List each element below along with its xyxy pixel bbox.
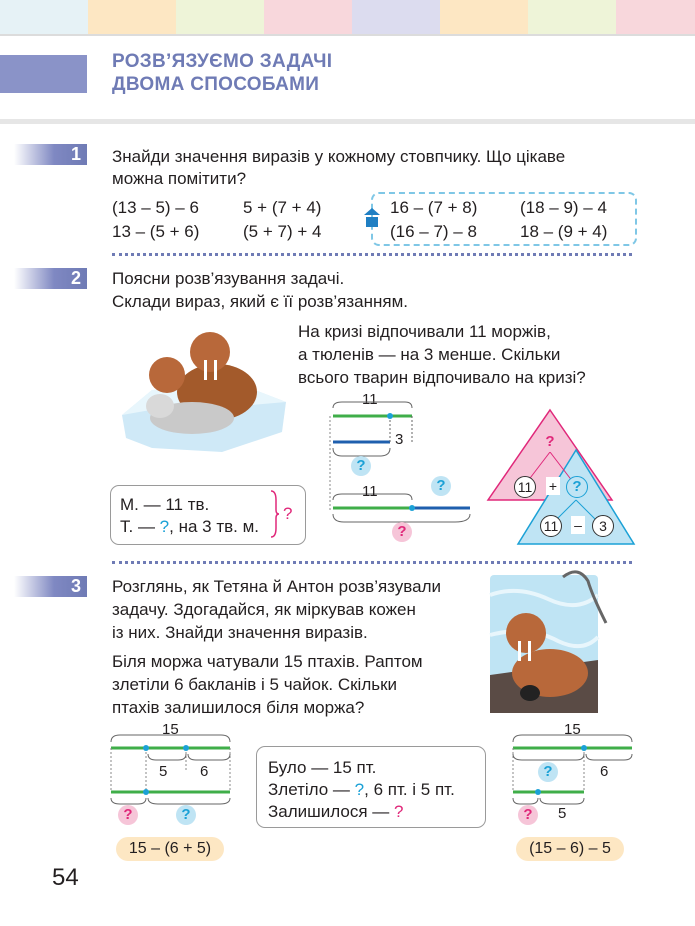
stripe (528, 0, 616, 34)
note-line: Було — 15 пт. (268, 758, 377, 777)
question-mark: ? (159, 517, 170, 536)
page-title (112, 50, 332, 96)
stripe (264, 0, 352, 34)
stripe (352, 0, 440, 34)
question-circle: ? (351, 456, 371, 476)
note-text: , 6 пт. і 5 пт. (364, 780, 455, 799)
expression: (16 – 7) – 8 (390, 222, 477, 241)
segment-diagram (510, 732, 640, 812)
task-number-tab (14, 268, 87, 289)
note-text: Злетіло — (268, 780, 355, 799)
header-divider (0, 34, 695, 36)
problem-text: всього тварин відпочивало на кризі? (298, 368, 586, 387)
task-number: 2 (70, 268, 81, 288)
note-text: , на 3 тв. м. (169, 517, 260, 536)
question-circle: ? (540, 432, 560, 452)
expression: (18 – 9) – 4 (520, 198, 607, 217)
stripe (88, 0, 176, 34)
title-separator (0, 119, 695, 124)
segment-diagram (108, 732, 238, 802)
operator-minus: – (571, 516, 585, 534)
note-line (268, 778, 455, 801)
page-number: 54 (52, 864, 79, 891)
segment-label: 15 (162, 721, 179, 738)
question-mark: ? (394, 802, 404, 821)
note-text: Залишилося — (268, 802, 394, 821)
question-circle: ? (176, 805, 196, 825)
brace (270, 490, 280, 538)
expression: 16 – (7 + 8) (390, 198, 478, 217)
walrus-birds-illustration (488, 565, 610, 715)
task2-text: Склади вираз, який є її розв’язанням. (112, 292, 408, 311)
task-number-tab (14, 576, 87, 597)
segment-label: 6 (600, 763, 609, 780)
task1-text: можна помітити? (112, 169, 247, 188)
expression: (13 – 5) – 6 (112, 198, 199, 217)
note-text: Т. — (120, 517, 160, 536)
section-divider (112, 561, 632, 564)
problem-text: птахів залишилося біля моржа? (112, 698, 365, 717)
expression-pill: 15 – (6 + 5) (116, 837, 224, 861)
expression: 13 – (5 + 6) (112, 222, 200, 241)
stripe (616, 0, 695, 34)
question-circle: ? (392, 522, 412, 542)
title-line: РОЗВ’ЯЗУЄМО ЗАДАЧІ (112, 51, 333, 72)
expression-pill: (15 – 6) – 5 (516, 837, 624, 861)
segment-label: 5 (159, 763, 168, 780)
segment-label: 15 (564, 721, 581, 738)
segment-label: 11 (362, 391, 378, 408)
task-number: 1 (70, 144, 81, 164)
number-circle: 11 (540, 515, 562, 537)
task3-text: із них. Знайди значення виразів. (112, 623, 368, 642)
problem-text: На кризі відпочивали 11 моржів, (298, 322, 551, 341)
task-number-tab (14, 144, 87, 165)
task-number: 3 (70, 576, 81, 596)
expression: 18 – (9 + 4) (520, 222, 608, 241)
number-circle: 11 (514, 476, 536, 498)
segment-label: 6 (200, 763, 209, 780)
segment-label: 5 (558, 805, 567, 822)
question-circle: ? (566, 476, 588, 498)
note-line: М. — 11 тв. (120, 495, 210, 514)
stripe (0, 0, 88, 34)
question-circle: ? (118, 805, 138, 825)
segment-label: 11 (362, 483, 378, 500)
walrus-seal-illustration (122, 320, 288, 455)
task3-text: Розглянь, як Тетяна й Антон розв’язували (112, 577, 441, 596)
question-circle: ? (538, 762, 558, 782)
stripe (176, 0, 264, 34)
question-circle: ? (518, 805, 538, 825)
problem-text: Біля моржа чатували 15 птахів. Раптом (112, 652, 423, 671)
expression: (5 + 7) + 4 (243, 222, 322, 241)
note-line (120, 515, 259, 538)
title-line: ДВОМА СПОСОБАМИ (112, 74, 320, 95)
section-divider (112, 253, 632, 256)
question-mark: ? (283, 504, 293, 523)
problem-text: злетіли 6 бакланів і 5 чайок. Скільки (112, 675, 398, 694)
note-line (268, 800, 403, 823)
problem-text: а тюленів — на 3 менше. Скільки (298, 345, 561, 364)
house-hint-icon (364, 208, 380, 228)
task1-text: Знайди значення виразів у кожному стовпчику. Що цікаве (112, 147, 566, 166)
question-circle: ? (431, 476, 451, 496)
stripe (440, 0, 528, 34)
number-circle: 3 (592, 515, 614, 537)
segment-label: 3 (395, 431, 404, 448)
task2-text: Поясни розв’язування задачі. (112, 269, 345, 288)
task3-text: задачу. Здогадайся, як міркував кожен (112, 600, 416, 619)
question-mark: ? (354, 780, 365, 799)
expression: 5 + (7 + 4) (243, 198, 322, 217)
title-accent-bar (0, 55, 87, 93)
operator-plus: + (546, 477, 560, 495)
